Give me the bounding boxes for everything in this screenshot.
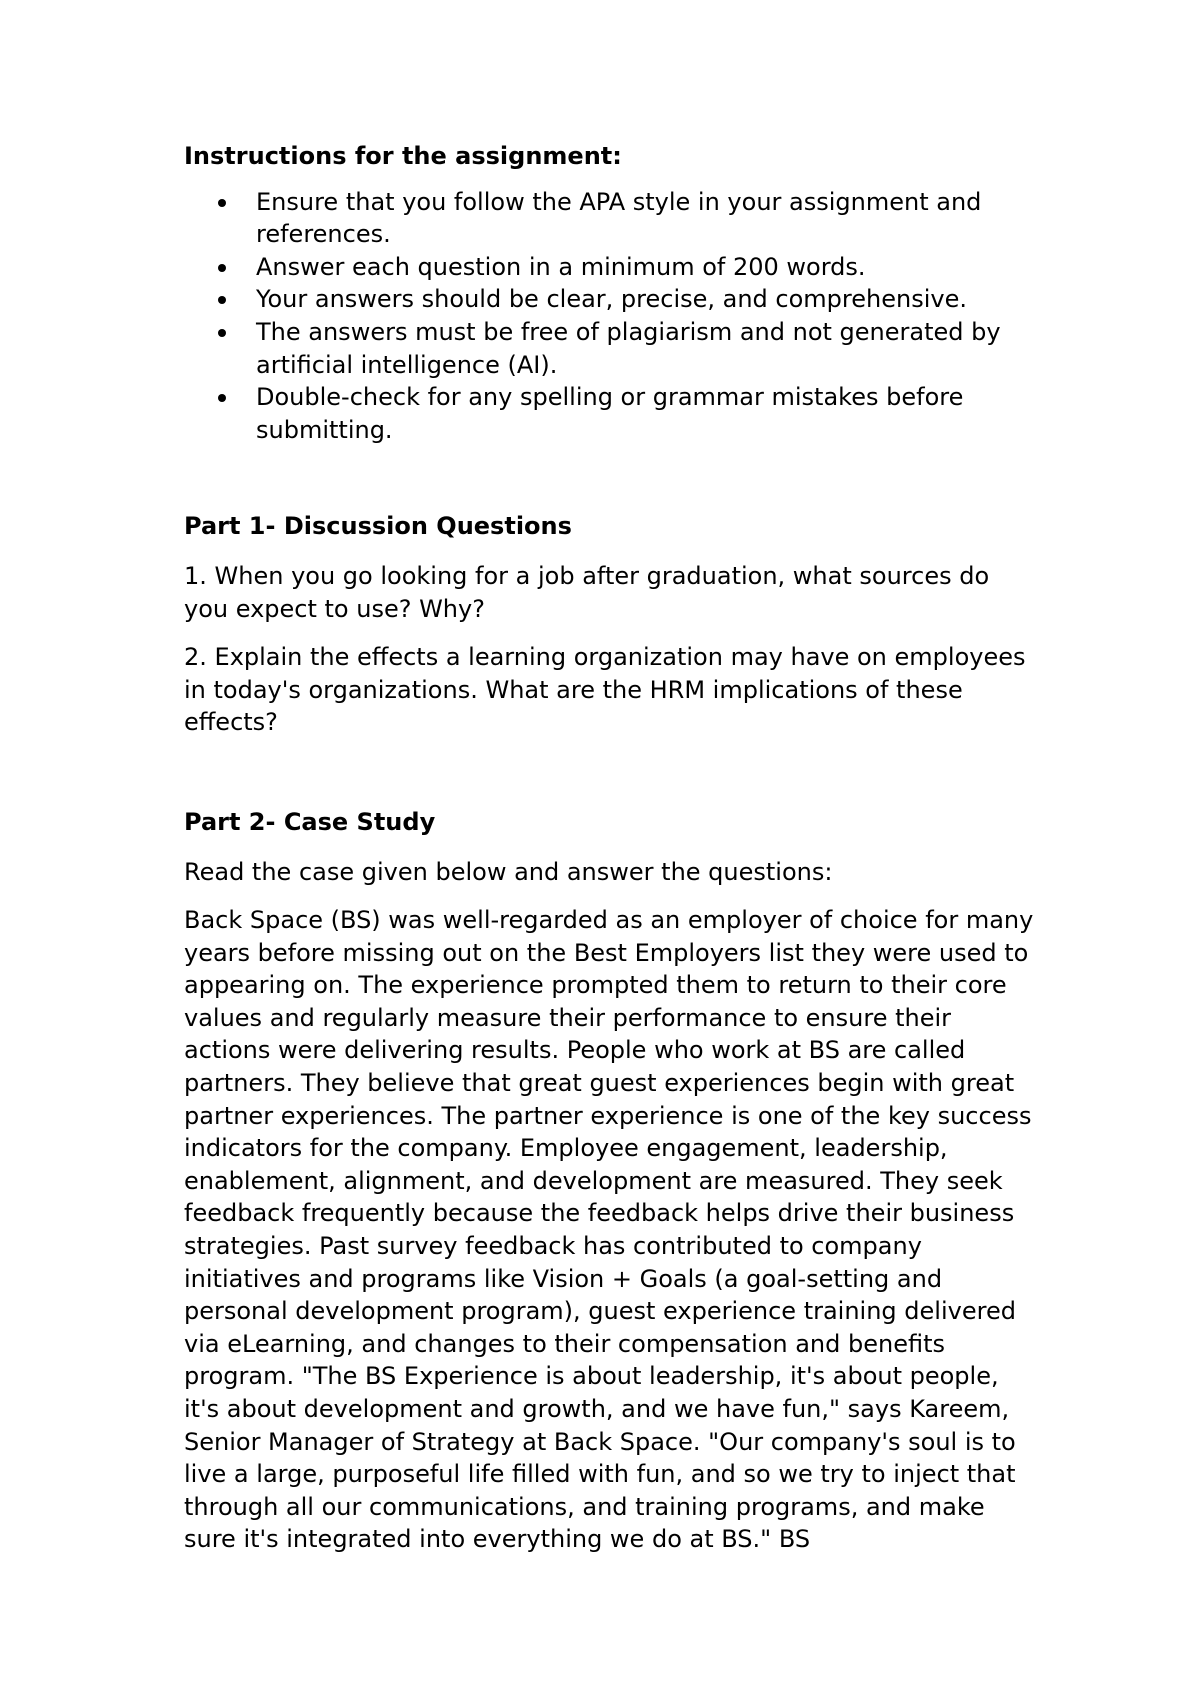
part1-heading: Part 1- Discussion Questions [184,512,572,541]
case-intro: Read the case given below and answer the questions: [184,857,833,886]
instructions-list [184,186,1034,447]
instruction-item [184,316,1034,381]
bullet-icon [218,264,226,272]
bullet-icon [218,199,226,207]
instruction-text: Ensure that you follow the APA style in your assignment and references. [256,187,982,249]
instruction-item [184,251,1034,284]
case-text: Back Space (BS) was well-regarded as an employer of choice for many years before missing out on the Best Employers list they were used to appearing on. The experience prompted them to return to their core values and regularly measure their performance to ensure their actions were delivering results. People who work at BS are called partners. They believe that great guest experiences begin with great partner experiences. The partner experience is one of the key success indicators for the company. Employee engagement, leadership, enablement, alignment, and development are measured. They seek feedback frequently because the feedback helps drive their business strategies. Past survey feedback has contributed to company initiatives and programs like Vision + Goals (a goal-setting and personal development program), guest experience training delivered via eLearning, and changes to their compensation and benefits program. "The BS Experience is about leadership, it's about people, it's about development and growth, and we have fun," says Kareem, Senior Manager of Strategy at Back Space. "Our company's soul is to live a large, purposeful life filled with fun, and so we try to inject that through all our communications, and training programs, and make sure it's integrated into everything we do at BS." BS [184,906,1034,1554]
instruction-text: Double-check for any spelling or grammar mistakes before submitting. [256,383,964,444]
bullet-icon [218,394,226,402]
instruction-text: Your answers should be clear, precise, and comprehensive. [256,285,967,314]
instructions-heading: Instructions for the assignment: [184,142,622,170]
instruction-text: Answer each question in a minimum of 200 words. [256,252,866,281]
document-page [184,140,1034,1556]
part2-heading: Part 2- Case Study [184,807,436,836]
bullet-icon [218,296,226,304]
bullet-icon [218,329,226,337]
discussion-question: 2. Explain the effects a learning organization may have on employees in today's organizations. What are the HRM implications of these effects? [184,643,1026,737]
instruction-item [184,283,1034,316]
discussion-question: 1. When you go looking for a job after graduation, what sources do you expect to use? Why? [184,561,990,623]
instruction-item [184,381,1034,446]
instruction-text: The answers must be free of plagiarism and not generated by artificial intelligence (AI). [256,317,1001,379]
instruction-item [184,186,1034,251]
